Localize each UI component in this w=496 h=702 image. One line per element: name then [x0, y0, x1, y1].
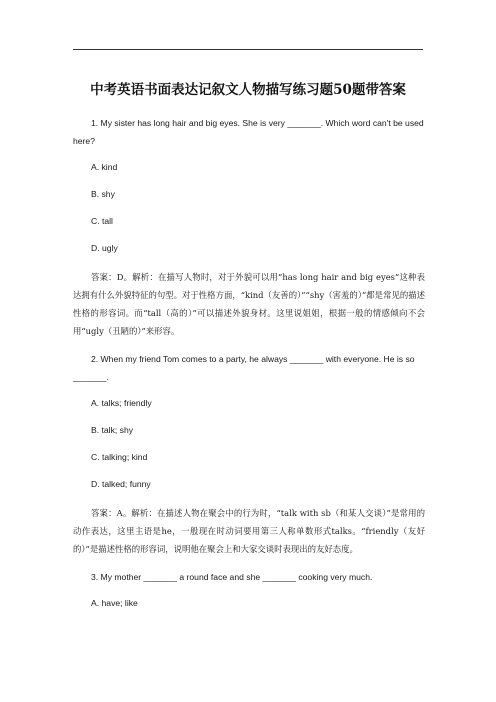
- question-2-option-a: A. talks; friendly: [91, 398, 152, 408]
- question-2-option-d: D. talked; funny: [91, 479, 151, 489]
- question-text: 1. My sister has long hair and big eyes. She is very _______. Which word can't be used here?: [73, 118, 424, 146]
- question-text: 2. When my friend Tom comes to a party, he always _______ with everyone. He is so _______.: [73, 354, 415, 382]
- document-title: 中考英语书面表达记叙文人物描写练习题50题带答案: [90, 82, 406, 98]
- question-1-option-d: D. ugly: [91, 243, 118, 253]
- question-1-option-c: C. tall: [91, 216, 113, 226]
- question-2-answer: 答案：A。解析：在描述人物在聚会中的行为时，“talk with sb（和某人交谈）”是常用的动作表达，这里主语是he，一般现在时动词要用第三人称单数形式talks。“friendly（友好的）”是描述性格的形容词，说明他在聚会上和大家交谈时表现出的友好态度。: [73, 508, 425, 554]
- header-rule: [73, 49, 423, 50]
- question-1: [73, 114, 425, 150]
- question-2-option-b: B. talk; shy: [91, 425, 134, 435]
- question-3-option-a: A. have; like: [91, 598, 138, 608]
- question-3: [73, 568, 425, 586]
- question-1-option-b: B. shy: [91, 189, 115, 199]
- question-2-option-c: C. talking; kind: [91, 452, 148, 462]
- question-2: [73, 350, 425, 386]
- question-text: 3. My mother _______ a round face and she _______ cooking very much.: [91, 572, 373, 582]
- question-1-answer: 答案：D。解析：在描写人物时，对于外貌可以用“has long hair and big eyes”这种表达拥有什么外貌特征的句型。对于性格方面，“kind（友善的）”“shy（害羞的）”都是常见的描述性格的形容词。而“tall（高的）”可以描述外貌身材。这里说姐姐，根据一般的情感倾向不会用“ugly（丑陋的）”来形容。: [73, 272, 425, 336]
- document-body: [73, 114, 425, 623]
- question-1-option-a: A. kind: [91, 162, 118, 172]
